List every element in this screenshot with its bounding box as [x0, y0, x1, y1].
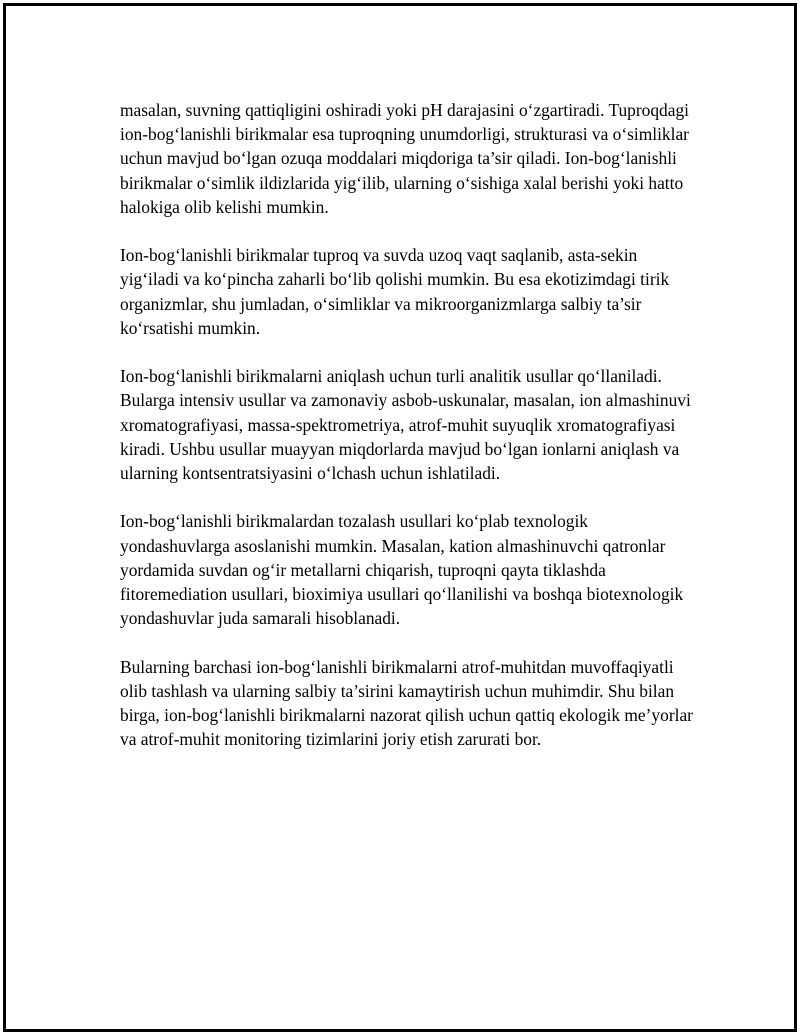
paragraph-3: Ion-bog‘lanishli birikmalarni aniqlash uchun turli analitik usullar qo‘llaniladi. Bularga intensiv usullar va zamonaviy asbob-uskunalar, masalan, ion almashinuvi xromatografiyasi, massa-spektrometriya, atrof-muhit suyuqlik xromatografiyasi kiradi. Ushbu usullar muayyan miqdorlarda mavjud bo‘lgan ionlarni aniqlash va ularning kontsentratsiyasini o‘lchash uchun ishlatiladi. — [120, 366, 691, 484]
paragraph-1: masalan, suvning qattiqligini oshiradi yoki pH darajasini o‘zgartiradi. Tuproqdagi ion-bog‘lanishli birikmalar esa tuproqning unumdorligi, strukturasi va o‘simliklar uchun mavjud bo‘lgan ozuqa moddalari miqdoriga ta’sir qiladi. Ion-bog‘lanishli birikmalar o‘simlik ildizlarida yig‘ilib, ularning o‘sishiga xalal berishi yoki hatto halokiga olib kelishi mumkin. — [120, 100, 689, 217]
page-frame — [3, 3, 797, 1032]
paragraph-4: Ion-bog‘lanishli birikmalardan tozalash usullari ko‘plab texnologik yondashuvlarga asoslanishi mumkin. Masalan, kation almashinuvchi qatronlar yordamida suvdan og‘ir metallarni chiqarish, tuproqni qayta tiklashda fitoremediation usullari, bioximiya usullari qo‘llanilishi va boshqa biotexnologik yondashuvlar juda samarali hisoblanadi. — [120, 511, 684, 629]
paragraph-5: Bularning barchasi ion-bog‘lanishli birikmalarni atrof-muhitdan muvoffaqiyatli olib tashlash va ularning salbiy ta’sirini kamaytirish uchun muhimdir. Shu bilan birga, ion-bog‘lanishli birikmalarni nazorat qilish uchun qattiq ekologik me’yorlar va atrof-muhit monitoring tizimlarini joriy etish zarurati bor. — [120, 656, 693, 750]
paragraph-2: Ion-bog‘lanishli birikmalar tuproq va suvda uzoq vaqt saqlanib, asta-sekin yig‘iladi va ko‘pincha zaharli bo‘lib qolishi mumkin. Bu esa ekotizimdagi tirik organizmlar, shu jumladan, o‘simliklar va mikroorganizmlarga salbiy ta’sir ko‘rsatishi mumkin. — [120, 245, 670, 338]
document-body — [120, 98, 700, 751]
